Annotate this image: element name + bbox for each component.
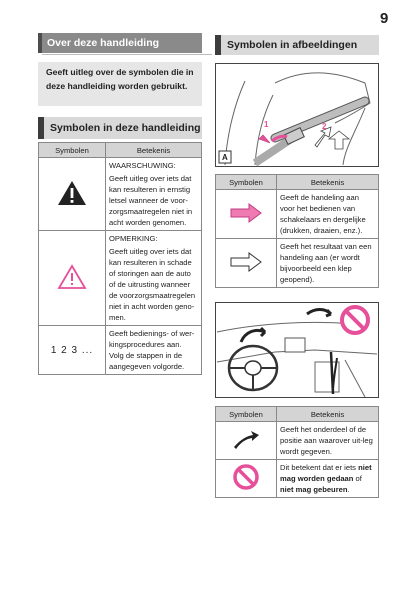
table-row bbox=[39, 231, 202, 326]
caution-triangle-icon bbox=[57, 264, 87, 290]
symbol-cell bbox=[216, 190, 277, 239]
column-header: Symbolen bbox=[216, 175, 277, 190]
column-header: Symbolen bbox=[39, 143, 106, 158]
meaning-bold: niet mag gebeuren bbox=[280, 485, 348, 494]
symbols-table bbox=[38, 142, 202, 375]
prohibited-icon bbox=[231, 462, 261, 492]
row-title: OPMERKING: bbox=[109, 234, 158, 243]
column-header: Betekenis bbox=[277, 175, 379, 190]
table-row bbox=[216, 239, 379, 288]
symbol-cell bbox=[216, 422, 277, 460]
symbol-cell bbox=[39, 326, 106, 375]
black-arrow-icon bbox=[231, 427, 261, 451]
meaning-text: Dit betekent dat er iets bbox=[280, 463, 359, 472]
row-title: WAARSCHUWING: bbox=[109, 161, 176, 170]
table-header-row bbox=[216, 175, 379, 190]
seatbelt-illustration bbox=[215, 63, 379, 167]
symbol-cell bbox=[39, 158, 106, 231]
row-text: Geeft uitleg over iets dat kan resulteren in schade of storingen aan de auto of de uitrusting wanneer de voorzorgsmaatregelen niet in acht worden geno-men. bbox=[109, 247, 196, 322]
table-row bbox=[39, 326, 202, 375]
symbol-cell bbox=[216, 239, 277, 288]
subsection-title: Symbolen in deze handleiding bbox=[38, 117, 202, 139]
meaning-text: of bbox=[353, 474, 362, 483]
meaning-cell bbox=[106, 231, 202, 326]
symbol-cell bbox=[39, 231, 106, 326]
meaning-bold: niet mag worden gedaan bbox=[280, 463, 372, 483]
figure-label-2: 2 bbox=[322, 122, 327, 131]
column-header: Betekenis bbox=[277, 407, 379, 422]
meaning-text: . bbox=[347, 485, 350, 494]
table-header-row bbox=[39, 143, 202, 158]
column-header: Betekenis bbox=[106, 143, 202, 158]
meaning-cell: Geeft het onderdeel of de positie aan waarover uit-leg wordt gegeven. bbox=[277, 422, 379, 460]
meaning-cell: Geeft de handeling aan voor het bedienen van schakelaars en dergelijke (drukken, draaien, enz.). bbox=[277, 190, 379, 239]
figure-symbols-table bbox=[215, 174, 379, 288]
warning-triangle-icon bbox=[57, 180, 87, 206]
section-title bbox=[38, 33, 202, 53]
section-divider bbox=[42, 54, 212, 55]
symbol-cell bbox=[216, 460, 277, 498]
dashboard-illustration bbox=[215, 302, 379, 398]
pink-arrow-icon bbox=[229, 203, 263, 223]
step-numbers: 1 2 3 ... bbox=[50, 344, 94, 356]
figure-label-1: 1 bbox=[264, 120, 269, 129]
intro-box: Geeft uitleg over de symbolen die in deze handleiding worden gebruikt. bbox=[38, 62, 202, 106]
table-row bbox=[216, 190, 379, 239]
meaning-cell bbox=[106, 326, 202, 375]
meaning-cell bbox=[277, 460, 379, 498]
column-header: Symbolen bbox=[216, 407, 277, 422]
table-row bbox=[216, 460, 379, 498]
meaning-cell: Geeft het resultaat van een handeling aan (er wordt bijvoorbeeld een klep geopend). bbox=[277, 239, 379, 288]
row-text: Geeft bedienings- of wer-kingsprocedures aan. Volg de stappen in de aangegeven volgorde. bbox=[109, 329, 195, 371]
section-title-text: Over deze handleiding bbox=[47, 37, 160, 49]
row-text: Geeft uitleg over iets dat kan resulteren in ernstig letsel wanneer de voor-zorgsmaatregelen niet in acht worden genomen. bbox=[109, 174, 193, 227]
outline-arrow-icon bbox=[229, 252, 263, 272]
section-title-images: Symbolen in afbeeldingen bbox=[215, 35, 379, 55]
table-row bbox=[216, 422, 379, 460]
figure-symbols-table-2 bbox=[215, 406, 379, 498]
table-row bbox=[39, 158, 202, 231]
meaning-cell bbox=[106, 158, 202, 231]
page-number: 9 bbox=[380, 10, 389, 27]
figure-label-a: A bbox=[222, 153, 228, 162]
table-header-row bbox=[216, 407, 379, 422]
